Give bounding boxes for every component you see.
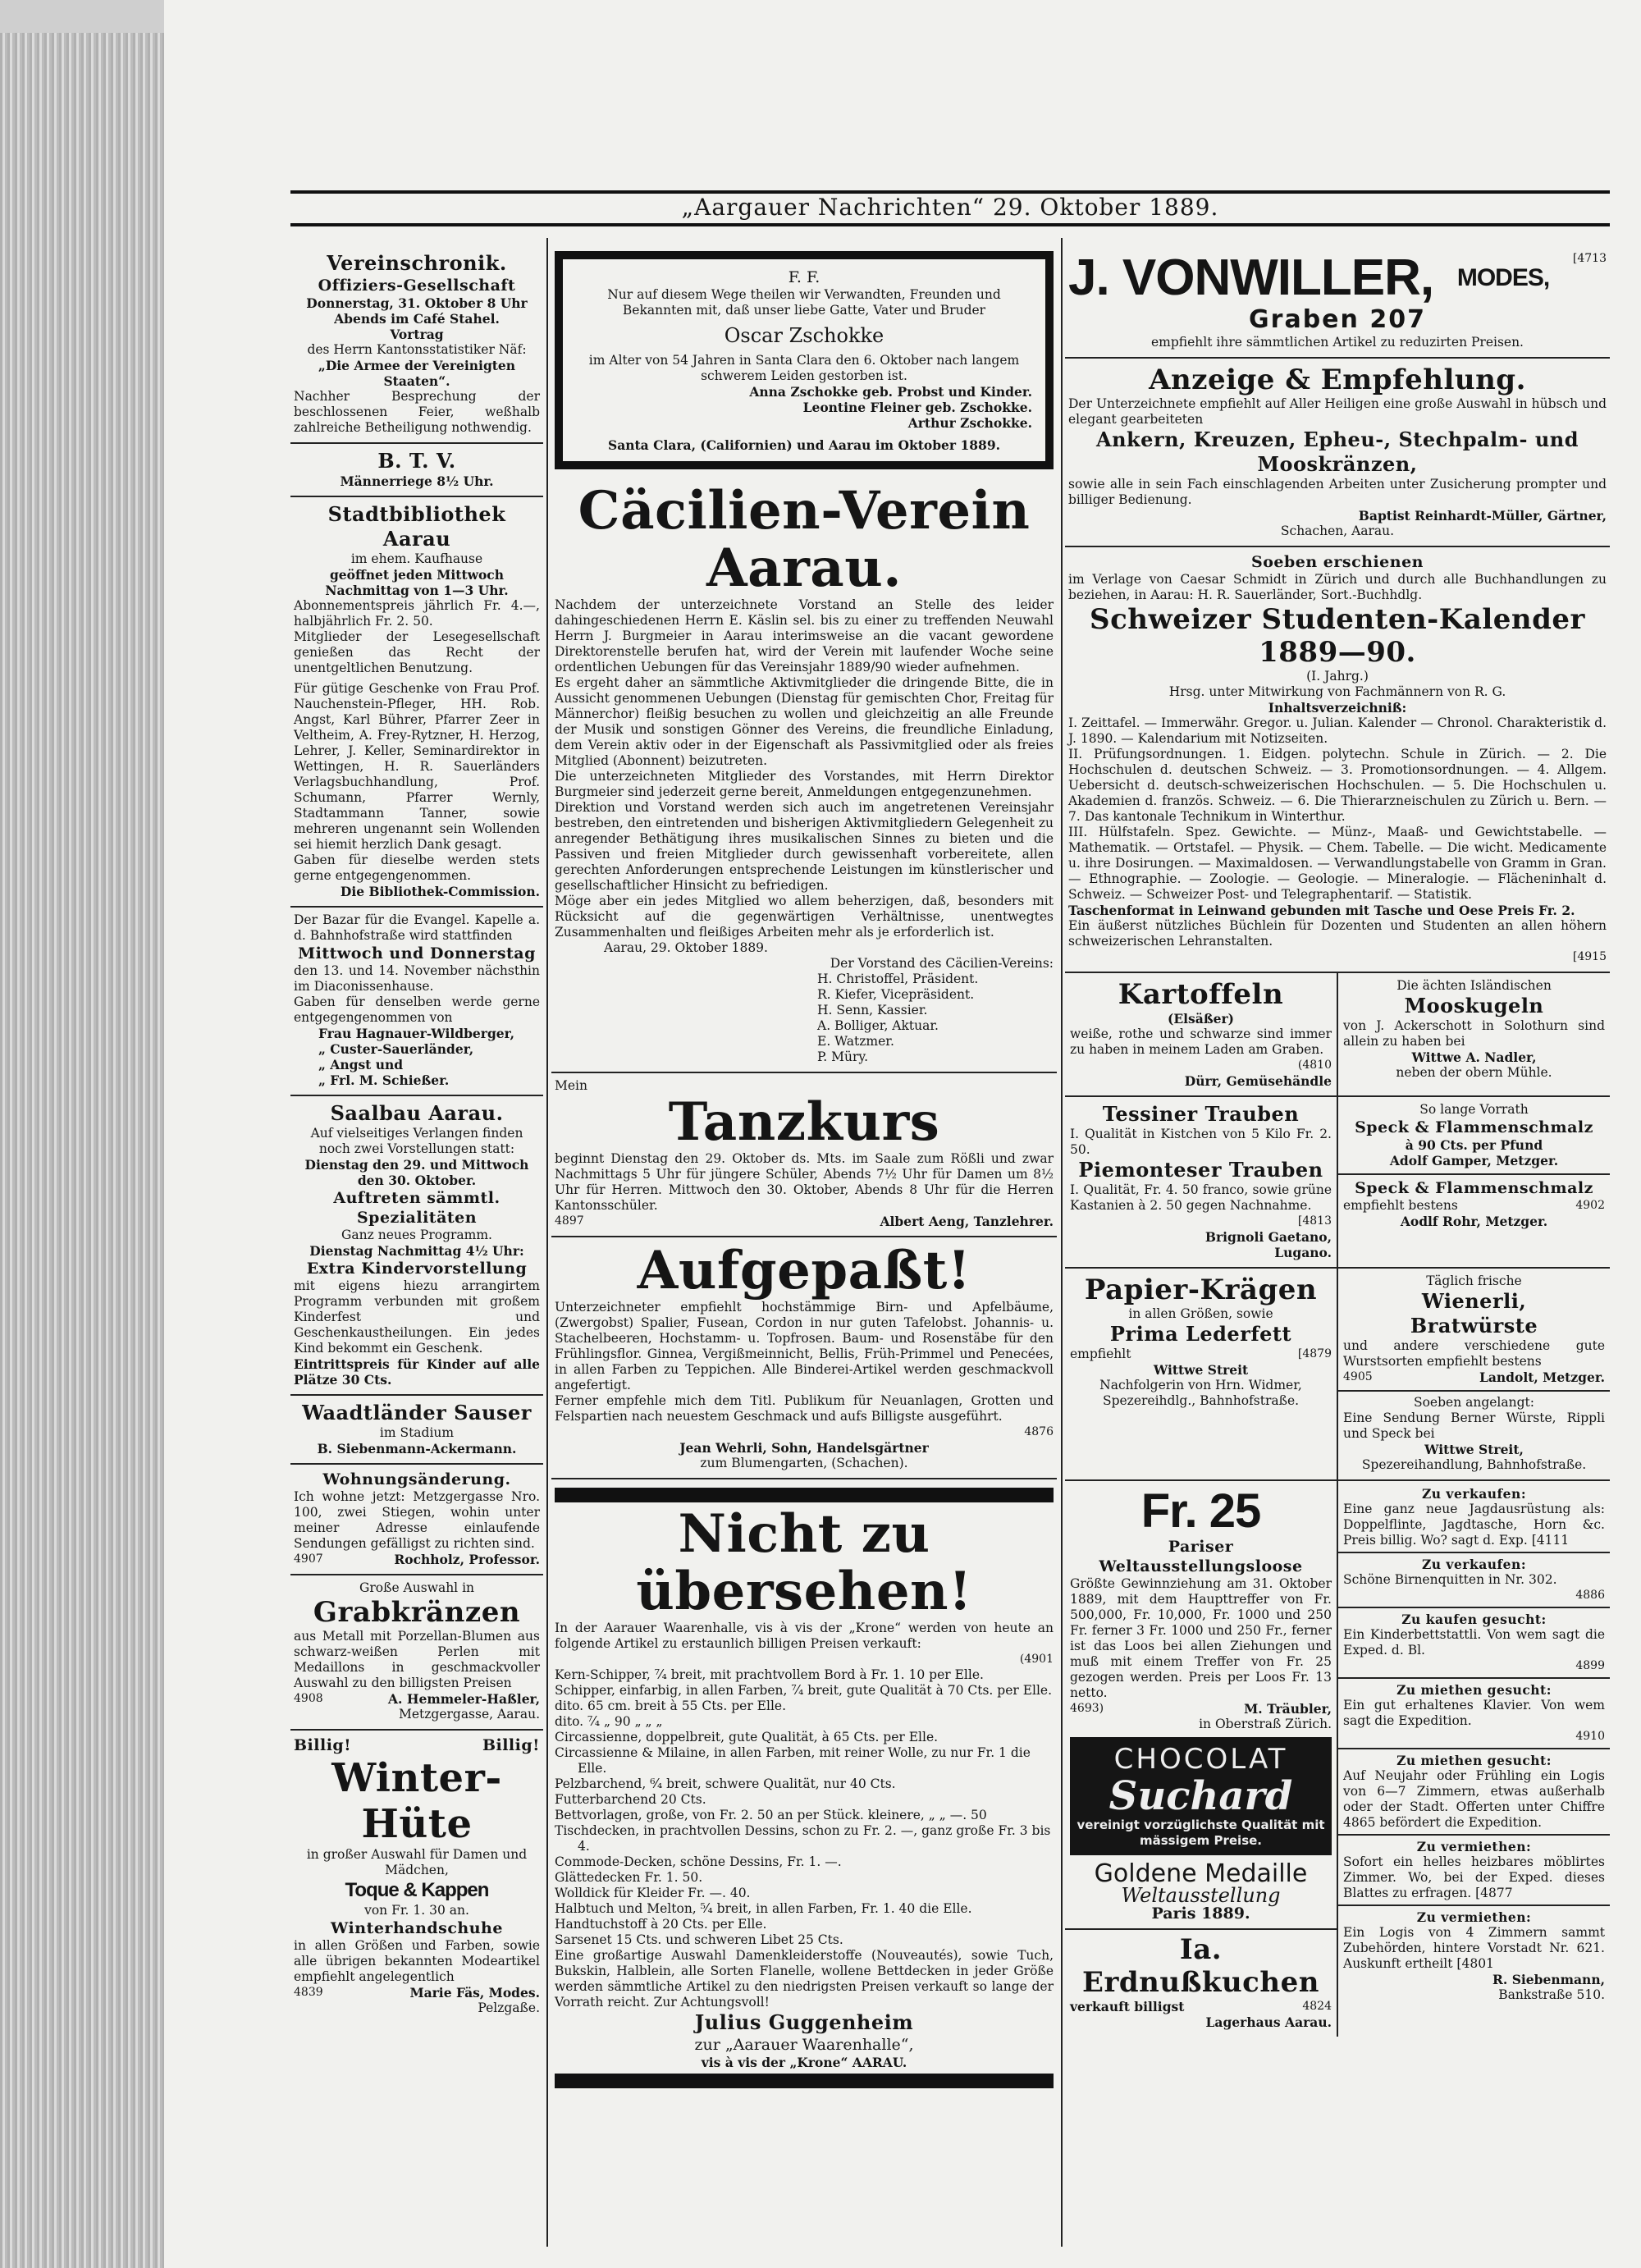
verm2-signature: R. Siebenmann, [1492, 1972, 1605, 1987]
column-left [290, 246, 543, 2247]
ad-mooskugeln [1338, 973, 1610, 1095]
offiziers-vortrag: Vortrag [390, 327, 444, 342]
death-intro: Nur auf diesem Wege theilen wir Verwandten, Freunden und Bekannten mit, daß unser liebe Gatte, Vater und Bruder [607, 287, 1001, 318]
nicht-item: Kern-Schipper, ⁷⁄₄ breit, mit prachtvollem Bord à Fr. 1. 10 per Elle. [555, 1667, 984, 1682]
piemonteser-address: Lugano. [1274, 1245, 1332, 1260]
verk2-number: 4886 [1575, 1589, 1605, 1602]
moos-address: neben der obern Mühle. [1396, 1065, 1552, 1080]
grab-intro: Große Auswahl in [359, 1580, 475, 1595]
column-right [1065, 246, 1610, 2247]
waadt-location: im Stadium [379, 1425, 455, 1440]
death-initials: F. F. [788, 268, 820, 286]
verm1-head: Zu vermiethen: [1416, 1839, 1532, 1854]
fr25-title: Fr. 25 [1140, 1484, 1261, 1538]
speck2-text: empfiehlt bestens [1343, 1198, 1458, 1213]
caecilien-vorstand: Der Vorstand des Cäcilien-Vereins: [830, 956, 1054, 971]
suchard-paris: Paris 1889. [1151, 1904, 1250, 1923]
caecilien-date: Aarau, 29. Oktober 1889. [604, 940, 768, 955]
row-bottom [1065, 1481, 1610, 2037]
tanz-number: 4897 [555, 1214, 584, 1228]
miet1-text: Ein gut erhaltenes Klavier. Von wem sagt die Expedition. [1343, 1698, 1605, 1728]
speck2-title: Speck & Flammenschmalz [1355, 1179, 1593, 1197]
row-papier-wienerli [1065, 1269, 1610, 1481]
stadtbib-title: Stadtbibliothek Aarau [327, 502, 506, 551]
caecilien-member: H. Christoffel, Präsident. [817, 972, 979, 986]
tessiner-title: Tessiner Trauben [1102, 1102, 1300, 1126]
piemonteser-text: I. Qualität, Fr. 4. 50 franco, sowie grüne Kastanien à 2. 50 gegen Nachnahme. [1070, 1182, 1332, 1213]
waadt-owner: B. Siebenmann-Ackermann. [317, 1441, 517, 1456]
nicht-item: Circassienne & Milaine, in allen Farben, mit reiner Wolle, zu nur Fr. 1 die Elle. [555, 1745, 1031, 1776]
verk2-text: Schöne Birnenquitten in Nr. 302. [1343, 1572, 1557, 1587]
vonwiller-number: [4713 [1572, 252, 1607, 265]
stadtbib-members: Mitglieder der Lesegesellschaft genießen das Recht der unentgeltlichen Benutzung. [294, 629, 540, 675]
wien-number: 4905 [1343, 1370, 1373, 1383]
kalender-year: (I. Jahrg.) [1306, 669, 1369, 684]
handschuhe-title: Winterhandschuhe [331, 1919, 503, 1937]
ad-vereinschronik [290, 246, 543, 444]
saalbau-intro: Auf vielseitiges Verlangen finden noch zwei Vorstellungen statt: [310, 1126, 523, 1156]
ad-death-notice [555, 251, 1054, 469]
piemonteser-number: [4813 [1297, 1214, 1332, 1228]
bazar-name: „ Angst und [318, 1057, 404, 1072]
erd-text: verkauft billigst [1070, 1999, 1185, 2014]
aufg-address: zum Blumengarten, (Schachen). [700, 1456, 908, 1470]
toque-price: von Fr. 1. 30 an. [364, 1903, 469, 1918]
decorative-bar [555, 1488, 1054, 1502]
death-family: Leontine Fleiner geb. Zschokke. [802, 400, 1032, 415]
tessiner-text: I. Qualität in Kistchen von 5 Kilo Fr. 2. 50. [1070, 1127, 1332, 1157]
piemonteser-signature: Brignoli Gaetano, [1204, 1229, 1332, 1245]
death-family: Arthur Zschokke. [907, 415, 1032, 431]
wohnung-title: Wohnungsänderung. [322, 1470, 511, 1488]
berner-text: Eine Sendung Berner Würste, Rippli und Speck bei [1343, 1411, 1605, 1441]
column-middle [551, 246, 1057, 2247]
speck2-signature: Aodlf Rohr, Metzger. [1400, 1214, 1548, 1229]
erd-signature: Lagerhaus Aarau. [1205, 2014, 1332, 2030]
bazar-name: „ Frl. M. Schießer. [318, 1072, 450, 1088]
tanz-signature: Albert Aeng, Tanzlehrer. [880, 1214, 1054, 1229]
ad-papier-kraegen [1065, 1269, 1338, 1479]
saalbau-auftreten: Auftreten sämmtl. Spezialitäten [333, 1189, 501, 1227]
kart-signature: Dürr, Gemüsehändle [1184, 1073, 1332, 1089]
moos-signature: Wittwe A. Nadler, [1411, 1049, 1537, 1065]
kauf-number: 4899 [1575, 1659, 1605, 1672]
ad-saalbau [290, 1096, 543, 1396]
anzeige-title: Anzeige & Empfehlung. [1149, 364, 1526, 396]
kalender-format: Taschenformat in Leinwand gebunden mit Tasche und Oese Preis Fr. 2. [1068, 903, 1575, 918]
papier-number: [4879 [1297, 1347, 1332, 1360]
death-name: Oscar Zschokke [724, 324, 884, 347]
nicht-item: Halbtuch und Melton, ⁵⁄₄ breit, in allen Farben, Fr. 1. 40 die Elle. [555, 1901, 972, 1916]
verk1-head: Zu verkaufen: [1421, 1486, 1527, 1502]
caecilien-member: H. Senn, Kassier. [817, 1003, 928, 1017]
speck1-head: So lange Vorrath [1419, 1102, 1529, 1117]
kalender-outro: Ein äußerst nützliches Büchlein für Dozenten und Studenten an allen höhern schweizerischen Lehranstalten. [1068, 918, 1607, 949]
speck1-price: à 90 Cts. per Pfund [1405, 1137, 1543, 1153]
wien-signature: Landolt, Metzger. [1479, 1369, 1605, 1385]
aufg-text2: Ferner empfehle mich dem Titl. Publikum für Neuanlagen, Grotten und Felspartien nach neuestem Geschmack und aufs Billigste ausgeführt. [555, 1393, 1054, 1424]
tanz-title: Tanzkurs [668, 1091, 940, 1153]
caecilien-member: A. Bolliger, Aktuar. [817, 1018, 939, 1033]
caecilien-paragraph: Direktion und Vorstand werden sich auch im angetretenen Vereinsjahr bestreben, den eintretenden und bisherigen Aktivmitgliedern Gelegenheit zu anregender Bethätigung ihres musikalischen Sinnes zu bieten und die Passiven und freien Mitglieder durch gewissenhaft vorbereitete, allen gerechten Anforderungen entsprechende Leistungen im künstlerischer und gesellschaftlicher Hinsicht zu befriedigen. [555, 800, 1054, 893]
fr25-signature: M. Träubler, [1244, 1701, 1332, 1717]
verk1-text: Eine ganz neue Jagdausrüstung als: Doppelflinte, Jagdtasche, Horn &c. Preis billig. Wo? sagt d. Exp. [4111 [1343, 1502, 1605, 1548]
suchard-brand-logo: Suchard [1108, 1773, 1293, 1819]
papier-text: in allen Größen, sowie [1128, 1306, 1273, 1321]
kalender-list-item: I. Zeittafel. — Immerwähr. Gregor. u. Julian. Kalender — Chronol. Charakteristik d. J. 1890. — Kalendarium mit Notizseiten. [1068, 716, 1607, 746]
kart-sub: (Elsäßer) [1168, 1011, 1234, 1027]
ad-bottom-right-stack [1338, 1481, 1610, 2037]
ad-trauben [1065, 1097, 1338, 1267]
offiziers-title: Offiziers-Gesellschaft [318, 277, 516, 295]
wien-title2: Bratwürste [1410, 1314, 1538, 1337]
page-header-title: „Aargauer Nachrichten“ 29. Oktober 1889. [681, 194, 1219, 221]
erd-title: Ia. Erdnußkuchen [1082, 1933, 1319, 1999]
stadtbib-price: Abonnementspreis jährlich Fr. 4.—, halbjährlich Fr. 2. 50. [294, 598, 540, 629]
suchard-expo: Weltausstellung [1121, 1884, 1281, 1907]
nicht-item: Wolldick für Kleider Fr. —. 40. [555, 1886, 751, 1900]
caecilien-paragraph: Die unterzeichneten Mitglieder des Vorstandes, mit Herrn Direktor Burgmeier sind jederzeit gerne bereit, Anmeldungen entgegenzunehmen. [555, 769, 1054, 799]
anzeige-text2: sowie alle in sein Fach einschlagenden Arbeiten unter Zusicherung prompter und billiger Bedienung. [1068, 477, 1607, 507]
verm2-text: Ein Logis von 4 Zimmern sammt Zubehörden, hintere Vorstadt Nr. 621. Auskunft ertheilt [4801 [1343, 1925, 1605, 1971]
header-rule-bottom [290, 223, 1610, 226]
nicht-item: Glättedecken Fr. 1. 50. [555, 1870, 703, 1885]
speck1-signature: Adolf Gamper, Metzger. [1389, 1153, 1559, 1168]
fr25-address: in Oberstraß Zürich. [1199, 1717, 1332, 1731]
grab-title: Grabkränzen [313, 1596, 521, 1629]
saalbau-kinder-text: mit eigens hiezu arrangirtem Programm verbunden mit großem Kinderfest und Geschenkaustheilungen. Ein jedes Kind bekommt ein Geschenk. [294, 1278, 540, 1356]
caecilien-member: P. Müry. [817, 1049, 869, 1064]
bazar-text: Der Bazar für die Evangel. Kapelle a. d. Bahnhofstraße wird stattfinden [294, 912, 540, 943]
kalender-inhalt: Inhaltsverzeichniß: [1268, 700, 1407, 716]
ad-stadtbibliothek [290, 497, 543, 908]
papier-title: Papier-Krägen [1084, 1273, 1318, 1306]
handschuhe-text: in allen Größen und Farben, sowie alle übrigen bekannten Modeartikel empfiehlt angelegentlich [294, 1938, 540, 1984]
column-divider-1 [546, 238, 548, 2247]
kauf-head: Zu kaufen gesucht: [1401, 1612, 1547, 1627]
grab-address: Metzgergasse, Aarau. [398, 1707, 540, 1722]
kart-title: Kartoffeln [1118, 978, 1284, 1011]
death-family: Anna Zschokke geb. Probst und Kinder. [749, 384, 1032, 400]
nicht-item: Futterbarchend 20 Cts. [555, 1792, 706, 1807]
suchard-chocolat: CHOCOLAT [1113, 1743, 1288, 1776]
nicht-item-list [555, 1667, 1054, 1948]
suchard-advert [1070, 1737, 1332, 1855]
vereinschronik-title: Vereinschronik. [327, 251, 507, 275]
ad-kartoffeln [1065, 973, 1338, 1095]
fr25-number: 4693) [1070, 1702, 1104, 1715]
billig-left: Billig! [294, 1736, 352, 1754]
nicht-item: Bettvorlagen, große, von Fr. 2. 50 an per Stück. kleinere, „ „ —. 50 [555, 1808, 987, 1822]
ad-vonwiller [1065, 246, 1610, 359]
winter-signature: Marie Fäs, Modes. [409, 1985, 540, 2001]
tanz-mein: Mein [555, 1078, 587, 1093]
vonwiller-title: J. VONWILLER, [1068, 249, 1434, 306]
miet1-number: 4910 [1575, 1730, 1605, 1743]
waadt-title: Waadtländer Sauser [302, 1401, 532, 1424]
saalbau-title: Saalbau Aarau. [330, 1101, 504, 1125]
berner-signature: Wittwe Streit, [1424, 1442, 1524, 1457]
aufg-title: Aufgepaßt! [637, 1240, 971, 1301]
speck1-title: Speck & Flammenschmalz [1355, 1118, 1593, 1136]
billig-right: Billig! [482, 1736, 540, 1754]
caecilien-paragraph: Es ergeht daher an sämmtliche Aktivmitglieder die dringende Bitte, die in Aussicht genommenen Uebungen (Dienstag für gemischten Chor, Freitag für Männerchor) fleißig besuchen zu wollen und gleichzeitig an alle Freunde der Musik und sonstigen Gönner des Vereins, die freundliche Einladung, dem Verein aktiv oder in der Eigenschaft als Passivmitglied oder als freies Mitglied (Abonnent) beizutreten. [555, 675, 1054, 768]
bazar-days: Mittwoch und Donnerstag [298, 944, 536, 963]
caecilien-member: R. Kiefer, Vicepräsident. [817, 987, 975, 1002]
stadtbib-signature: Die Bibliothek-Commission. [340, 884, 540, 899]
nicht-signature-line3: vis à vis der „Krone“ AARAU. [701, 2055, 907, 2070]
winter-address: Pelzgaße. [478, 2001, 540, 2015]
ad-winter-huete [290, 1731, 543, 2023]
kalender-head: Soeben erschienen [1251, 553, 1424, 571]
saalbau-price: Eintrittspreis für Kinder auf alle Plätze 30 Cts. [294, 1356, 540, 1388]
moos-title: Mooskugeln [1404, 994, 1544, 1017]
wien-title: Wienerli, [1421, 1289, 1527, 1313]
tanz-text: beginnt Dienstag den 29. Oktober ds. Mts. im Saale zum Rößli und zwar Nachmittags 5 Uhr für jüngere Schüler, Abends 7½ Uhr für Damen um 8½ Uhr für Herren. Mittwoch den 30. Oktober, Abends 8 Uhr für die Herren Kantonsschüler. [555, 1151, 1054, 1213]
kalender-number: [4915 [1572, 950, 1607, 963]
aufg-number: 4876 [1024, 1425, 1054, 1438]
piemonteser-title: Piemonteser Trauben [1078, 1158, 1323, 1182]
offiziers-speaker: des Herrn Kantonsstatistiker Näf: [307, 342, 527, 357]
ad-tanzkurs [551, 1073, 1057, 1237]
speck2-number: 4902 [1575, 1199, 1605, 1212]
ad-wohnungsaenderung [290, 1465, 543, 1575]
book-page-edges [0, 33, 164, 2268]
caecilien-paragraph: Nachdem der unterzeichnete Vorstand an Stelle des leider dahingeschiedenen Herrn E. Käslin sel. bis zu einer zu treffenden Neuwahl Herrn J. Burgmeier in Aarau interimsweise an die vacant gewordene Direktorenstelle berufen hat, wird der Verein mit laufender Woche seine ordentlichen Uebungen für das Vereinsjahr 1889/90 wieder aufnehmen. [555, 597, 1054, 674]
nicht-outro: Eine großartige Auswahl Damenkleiderstoffe (Nouveautés), sowie Tuch, Bukskin, Halblein, alle Sorten Flanelle, wollene Bettdecken in jeder Größe werden sämmtliche Artikel zu den niedrigsten Preisen verkauft so lange der Vorrath reicht. Zur Achtungsvoll! [555, 1948, 1054, 2010]
bazar-name: „ Custer-Sauerländer, [318, 1041, 474, 1057]
wohnung-text: Ich wohne jetzt: Metzgergasse Nro. 100, zwei Stiegen, wohin unter meiner Adresse einlaufende Sendungen gefälligst zu richten sind. [294, 1489, 540, 1551]
saalbau-programm: Ganz neues Programm. [341, 1228, 492, 1242]
stadtbib-gifts: Gaben für dieselbe werden stets gerne entgegengenommen. [294, 853, 540, 883]
ad-nicht-zu-uebersehen [551, 1479, 1057, 2098]
bazar-gifts: Gaben für denselben werde gerne entgegengenommen von [294, 995, 540, 1025]
verk2-head: Zu verkaufen: [1421, 1557, 1527, 1572]
kart-number: (4810 [1297, 1059, 1332, 1072]
fr25-text: Größte Gewinnziehung am 31. Oktober 1889, mit dem Haupttreffer von Fr. 500,000, Fr. 10,000, Fr. 1000 und 250 Fr. ferner 3 Fr. 1000 und 250 Fr., ferner ist das Loos bei allen Ziehungen und muß mit einem Treffer von Fr. 25 gezogen werden. Preis per Loos Fr. 13 netto. [1070, 1576, 1332, 1700]
stadtbib-open: geöffnet jeden Mittwoch Nachmittag von 1—3 Uhr. [325, 567, 509, 598]
nicht-item: Circassienne, doppelbreit, gute Qualität, à 65 Cts. per Elle. [555, 1730, 939, 1744]
berner-head: Soeben angelangt: [1413, 1395, 1534, 1410]
aufg-text: Unterzeichneter empfiehlt hochstämmige Birn- und Apfelbäume, (Zwergobst) Spalier, Fusean, Cordon in nur guten Tafelobst. Johannis- u. Stachelbeeren, Hochstamm- u. Topfrosen. Baum- und Rosenstäbe für den Frühlingsflor. Ginnea, Vergißmeinnicht, Bellis, Früh-Primmel und Penecées, in allen Farben zu Teppichen. Alle Binderei-Artikel werden geschmackvoll angefertigt. [555, 1300, 1054, 1392]
decorative-bar [555, 2074, 1054, 2088]
nicht-item: Commode-Decken, schöne Dessins, Fr. 1. —. [555, 1854, 842, 1869]
vonwiller-text: empfiehlt ihre sämmtlichen Artikel zu reduzirten Preisen. [1151, 335, 1524, 350]
nicht-item: Sarsenet 15 Cts. und schweren Libet 25 Cts. [555, 1932, 843, 1947]
moos-intro: Die ächten Isländischen [1396, 978, 1552, 993]
miet1-head: Zu miethen gesucht: [1396, 1682, 1552, 1698]
erd-number: 4824 [1302, 2000, 1332, 2013]
nicht-title: Nicht zu übersehen! [636, 1503, 972, 1622]
bazar-name: Frau Hagnauer-Wildberger, [318, 1026, 515, 1041]
kart-text: weiße, rothe und schwarze sind immer zu haben in meinem Laden am Graben. [1070, 1027, 1332, 1057]
offiziers-note: Nachher Besprechung der beschlossenen Feier, weßhalb zahlreiche Betheiligung nothwendig. [294, 389, 540, 435]
ad-waadtlaender [290, 1396, 543, 1465]
wien-head: Täglich frische [1426, 1273, 1522, 1288]
kalender-list-item: II. Prüfungsordnungen. 1. Eidgen. polytechn. Schule in Zürich. — 2. Die Hochschulen d. deutschen Schweiz. — 3. Promotionsordnungen. — 4. Allgem. Uebersicht d. deutsch-schweizerischen Hochschulen. — 5. Die Hochschulen u. Akademien d. französ. Schweiz. — 6. Die Thierarzneischulen zu Zürich u. Bern. — 7. Das kantonale Technikum in Winterthur. [1068, 747, 1607, 824]
caecilien-paragraph: Möge aber ein jedes Mitglied wo allem beherzigen, daß, besonders mit Rücksicht auf die gegenwärtigen Verhältnisse, unentwegtes Zusammenhalten und fleißiges Arbeiten mehr als je erforderlich ist. [555, 894, 1054, 940]
ad-speck [1338, 1097, 1610, 1267]
stadtbib-thanks: Für gütige Geschenke von Frau Prof. Nauchenstein-Pfleger, HH. Rob. Angst, Karl Bührer, Pfarrer Zeer in Veltheim, A. Frey-Rytzner, H. Herzog, Lehrer, J. Keller, Seminardirektor in Wettingen, H. R. Sauerländers Verlagsbuchhandlung, Prof. Schumann, Pfarrer Wernly, Stadtammann Tanner, sowie mehreren ungenannt sein Wollenden sei hiemit herzlich Dank gesagt. [294, 681, 540, 852]
row-trauben-speck [1065, 1097, 1610, 1269]
caecilien-member: E. Watzmer. [817, 1034, 894, 1049]
papier-address: Nachfolgerin von Hrn. Widmer, Spezereihdlg., Bahnhofstraße. [1099, 1378, 1302, 1408]
verm2-head: Zu vermiethen: [1416, 1909, 1532, 1925]
winter-text: in großer Auswahl für Damen und Mädchen, [306, 1847, 528, 1877]
saalbau-kinder-when: Dienstag Nachmittag 4½ Uhr: [309, 1243, 524, 1259]
ad-anzeige-empfehlung [1065, 359, 1610, 547]
column-divider-2 [1061, 238, 1063, 2247]
nicht-item: Tischdecken, in prachtvollen Dessins, schon zu Fr. 2. —, ganz große Fr. 3 bis 4. [555, 1823, 1051, 1854]
ad-studenten-kalender [1065, 547, 1610, 973]
miet2-head: Zu miethen gesucht: [1396, 1753, 1552, 1768]
verm2-address: Bankstraße 510. [1498, 1987, 1605, 2002]
fr25-subtitle: Pariser Weltausstellungsloose [1099, 1538, 1303, 1575]
ad-aufgepasst [551, 1237, 1057, 1479]
death-footer: Santa Clara, (Californien) und Aarau im Oktober 1889. [608, 437, 1000, 453]
btv-title: B. T. V. [377, 449, 456, 473]
papier-signature: Wittwe Streit [1153, 1362, 1249, 1378]
grab-signature: A. Hemmeler-Haßler, [388, 1691, 540, 1707]
wohnung-number: 4907 [294, 1552, 323, 1566]
papier-title2: Prima Lederfett [1109, 1322, 1292, 1346]
suchard-medal: Goldene Medaille [1094, 1859, 1308, 1888]
anzeige-address: Schachen, Aarau. [1280, 524, 1395, 538]
bazar-dates: den 13. und 14. November nächsthin im Diaconissenhause. [294, 963, 540, 994]
kalender-hrsg: Hrsg. unter Mitwirkung von Fachmännern von R. G. [1168, 684, 1506, 699]
kauf-text: Ein Kinderbettstattli. Von wem sagt die Exped. d. Bl. [1343, 1627, 1605, 1658]
caecilien-title: Cäcilien-Verein Aarau. [578, 480, 1031, 599]
nicht-item: dito. ⁷⁄₄ „ 90 „ „ „ [555, 1714, 663, 1729]
newspaper-page [164, 0, 1641, 2268]
stadtbib-location: im ehem. Kaufhause [350, 551, 483, 566]
saalbau-dates: Dienstag den 29. und Mittwoch den 30. Oktober. [304, 1157, 529, 1188]
kalender-title: Schweizer Studenten-Kalender 1889—90. [1090, 603, 1585, 669]
wohnung-signature: Rochholz, Professor. [394, 1552, 540, 1567]
vonwiller-address: Graben 207 [1249, 305, 1426, 334]
aufg-signature: Jean Wehrli, Sohn, Handelsgärtner [679, 1440, 929, 1456]
nicht-signature: Julius Guggenheim [694, 2010, 914, 2034]
berner-address: Spezereihandlung, Bahnhofstraße. [1361, 1457, 1587, 1472]
ad-bazar [290, 908, 543, 1096]
wien-text: und andere verschiedene gute Wurstsorten empfiehlt bestens [1343, 1338, 1605, 1369]
ad-btv [290, 444, 543, 497]
nicht-item: Handtuchstoff à 20 Cts. per Elle. [555, 1917, 767, 1932]
nicht-number: (4901 [1019, 1653, 1054, 1666]
offiziers-when: Donnerstag, 31. Oktober 8 Uhr Abends im Café Stahel. [306, 295, 528, 327]
grab-number: 4908 [294, 1692, 323, 1705]
nicht-signature-line2: zur „Aarauer Waarenhalle“, [694, 2036, 914, 2054]
miet2-text: Auf Neujahr oder Frühling ein Logis von 6—7 Zimmern, etwas außerhalb oder der Stadt. Offerten unter Chiffre 4865 befördert die Expedition. [1343, 1768, 1605, 1830]
ad-caecilien-verein [551, 478, 1057, 1073]
verm1-text: Sofort ein helles heizbares möblirtes Zimmer. Wo, bei der Exped. dieses Blattes zu erfragen. [4877 [1343, 1854, 1605, 1900]
anzeige-signature: Baptist Reinhardt-Müller, Gärtner, [1358, 508, 1607, 524]
saalbau-kinder: Extra Kindervorstellung [306, 1260, 528, 1278]
kalender-list-item: III. Hülfstafeln. Spez. Gewichte. — Münz-, Maaß- und Gewichtstabelle. — Mathematik. — Ortstafel. — Physik. — Chem. Tabelle. — Die wicht. Medicamente u. ihre Dosirungen. — Maximaldosen. — Verwandlungstabelle von Gramm in Gran. — Ethnographie. — Zoologie. — Geologie. — Mineralogie. — Flächeninhalt d. Schweiz. — Schweizer Post- und Telegraphentarif. — Statistik. [1068, 825, 1607, 902]
winter-title: Winter-Hüte [331, 1755, 502, 1847]
winter-number: 4839 [294, 1986, 323, 1999]
vonwiller-modes: MODES, [1456, 264, 1550, 291]
grab-text: aus Metall mit Porzellan-Blumen aus schwarz-weißen Perlen mit Medaillons in geschmackvoller Auswahl zu den billigsten Preisen [294, 1629, 540, 1690]
row-kartoffeln-mooskugeln [1065, 973, 1610, 1097]
suchard-tagline: vereinigt vorzüglichste Qualität mit mässigem Preise. [1076, 1818, 1325, 1848]
nicht-item: Pelzbarchend, ⁶⁄₄ breit, schwere Qualität, nur 40 Cts. [555, 1776, 896, 1791]
offiziers-topic: „Die Armee der Vereinigten Staaten“. [318, 358, 516, 389]
ad-wienerli [1338, 1269, 1610, 1479]
anzeige-text: Der Unterzeichnete empfiehlt auf Aller Heiligen eine große Auswahl in hübsch und elegant gearbeiteten [1068, 396, 1607, 427]
btv-text: Männerriege 8½ Uhr. [340, 473, 494, 489]
anzeige-big: Ankern, Kreuzen, Epheu-, Stechpalm- und Mooskränzen, [1095, 428, 1579, 476]
kalender-intro: im Verlage von Caesar Schmidt in Zürich und durch alle Buchhandlungen zu beziehen, in Aarau: H. R. Sauerländer, Sort.-Buchhdlg. [1068, 572, 1607, 602]
moos-text: von J. Ackerschott in Solothurn sind allein zu haben bei [1343, 1018, 1605, 1049]
ad-grabkraenze [290, 1575, 543, 1731]
nicht-item: dito. 65 cm. breit à 55 Cts. per Elle. [555, 1699, 786, 1713]
nicht-item: Schipper, einfarbig, in allen Farben, ⁷⁄₄ breit, gute Qualität à 70 Cts. per Elle. [555, 1683, 1053, 1698]
nicht-intro: In der Aarauer Waarenhalle, vis à vis der „Krone“ werden von heute an folgende Artikel zu erstaunlich billigen Preisen verkauft: [555, 1621, 1054, 1651]
ad-bottom-left-stack [1065, 1481, 1338, 2037]
toque-title: Toque & Kappen [345, 1879, 489, 1901]
papier-empfiehlt: empfiehlt [1070, 1347, 1131, 1361]
death-text: im Alter von 54 Jahren in Santa Clara den 6. Oktober nach langem schwerem Leiden gestorben ist. [588, 353, 1020, 383]
